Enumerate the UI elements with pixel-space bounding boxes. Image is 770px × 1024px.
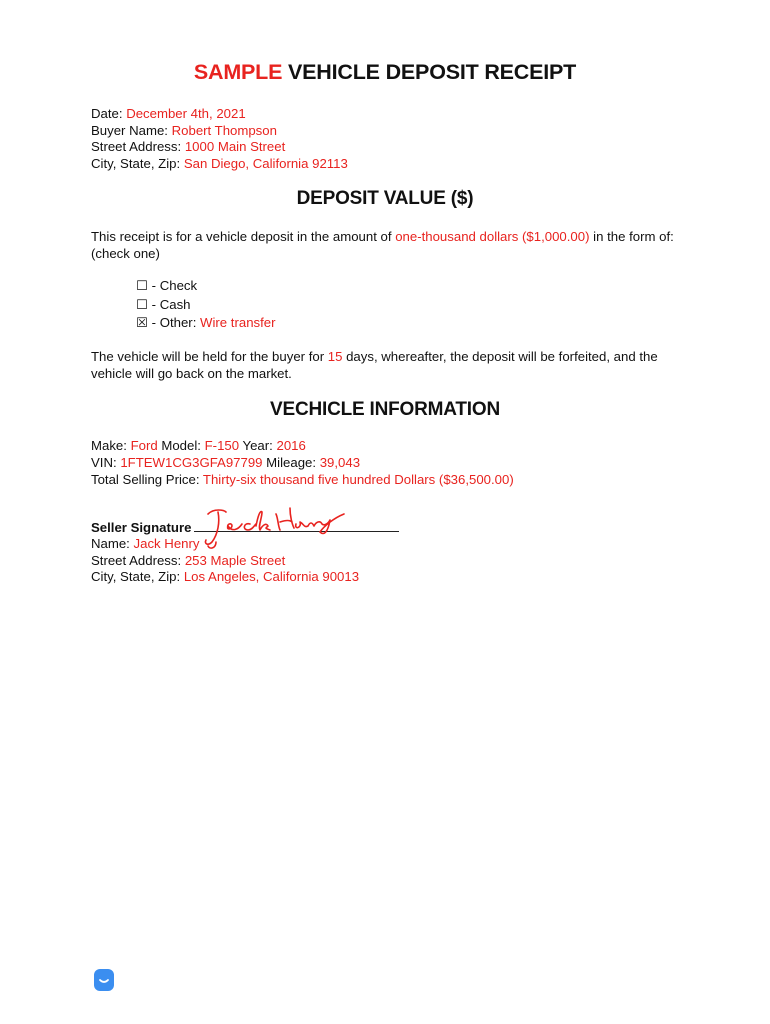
buyer-name-value: Robert Thompson: [171, 122, 277, 138]
buyer-street: [91, 139, 285, 156]
document-title: [0, 60, 770, 85]
price-value: Thirty-six thousand five hundred Dollars ($36,500.00): [202, 471, 514, 487]
year-value: 2016: [276, 438, 306, 453]
date-value: December 4th, 2021: [126, 106, 246, 121]
vin-value: 1FTEW1CG3GFA97799: [120, 455, 263, 470]
buyer-city-label: City, State, Zip:: [91, 155, 184, 171]
seller-city-label: City, State, Zip:: [91, 569, 184, 584]
chat-bubble-icon[interactable]: [94, 969, 114, 991]
hold-days: 15: [327, 349, 343, 364]
seller-city: [91, 569, 359, 586]
seller-city-value: Los Angeles, California 90013: [183, 569, 360, 584]
title-sample: SAMPLE: [193, 60, 283, 84]
hold-paragraph: [91, 348, 681, 382]
option-other-label: - Other:: [148, 315, 201, 330]
model-value: F-150: [204, 438, 240, 453]
buyer-name: [91, 123, 277, 140]
buyer-city-value: San Diego, California 92113: [183, 155, 348, 171]
seller-name-label: Name:: [91, 536, 134, 551]
checkbox-empty-icon[interactable]: ☐: [136, 278, 148, 293]
checkbox-checked-icon[interactable]: ☒: [136, 315, 148, 330]
buyer-date: [91, 106, 246, 123]
seller-name: [91, 536, 199, 553]
deposit-intro: [91, 228, 681, 262]
deposit-intro-tail: in the form of: (check one): [91, 229, 674, 261]
option-check: [136, 277, 197, 294]
hold-tail: days, whereafter, the deposit will be forfeited, and the vehicle will go back on the market.: [91, 349, 658, 381]
date-label: Date:: [91, 106, 127, 121]
vehicle-price-line: [91, 472, 514, 489]
buyer-street-label: Street Address:: [91, 139, 185, 154]
vehicle-make-line: [91, 438, 306, 455]
seller-street: [91, 553, 285, 570]
buyer-name-label: Buyer Name:: [91, 122, 172, 138]
seller-name-value: Jack Henry: [133, 536, 200, 551]
year-label: Year:: [239, 438, 277, 453]
option-other: [136, 314, 276, 331]
make-label: Make:: [91, 438, 131, 453]
option-cash-label: - Cash: [148, 297, 191, 312]
mileage-value: 39,043: [319, 455, 361, 470]
vin-label: VIN:: [91, 455, 121, 470]
seller-street-value: 253 Maple Street: [184, 552, 286, 568]
vehicle-vin-line: [91, 455, 360, 472]
signature-label: Seller Signature: [91, 520, 192, 535]
deposit-amount: one-thousand dollars ($1,000.00): [395, 229, 590, 244]
deposit-heading: DEPOSIT VALUE ($): [296, 188, 474, 209]
handwritten-signature: [198, 502, 358, 550]
checkbox-empty-icon[interactable]: ☐: [136, 297, 148, 312]
deposit-intro-text: This receipt is for a vehicle deposit in the amount of: [91, 229, 396, 244]
vehicle-heading: VECHICLE INFORMATION: [270, 399, 500, 420]
option-check-label: - Check: [148, 278, 198, 293]
seller-street-label: Street Address:: [91, 552, 185, 568]
option-other-value: Wire transfer: [200, 315, 276, 330]
model-label: Model:: [157, 438, 205, 453]
hold-text: The vehicle will be held for the buyer for: [91, 349, 328, 364]
make-value: Ford: [130, 438, 158, 453]
buyer-street-value: 1000 Main Street: [184, 139, 286, 154]
title-main: VEHICLE DEPOSIT RECEIPT: [288, 60, 577, 84]
buyer-city: [91, 156, 348, 173]
option-cash: [136, 296, 191, 313]
price-label: Total Selling Price:: [91, 471, 203, 487]
mileage-label: Mileage:: [262, 455, 320, 470]
